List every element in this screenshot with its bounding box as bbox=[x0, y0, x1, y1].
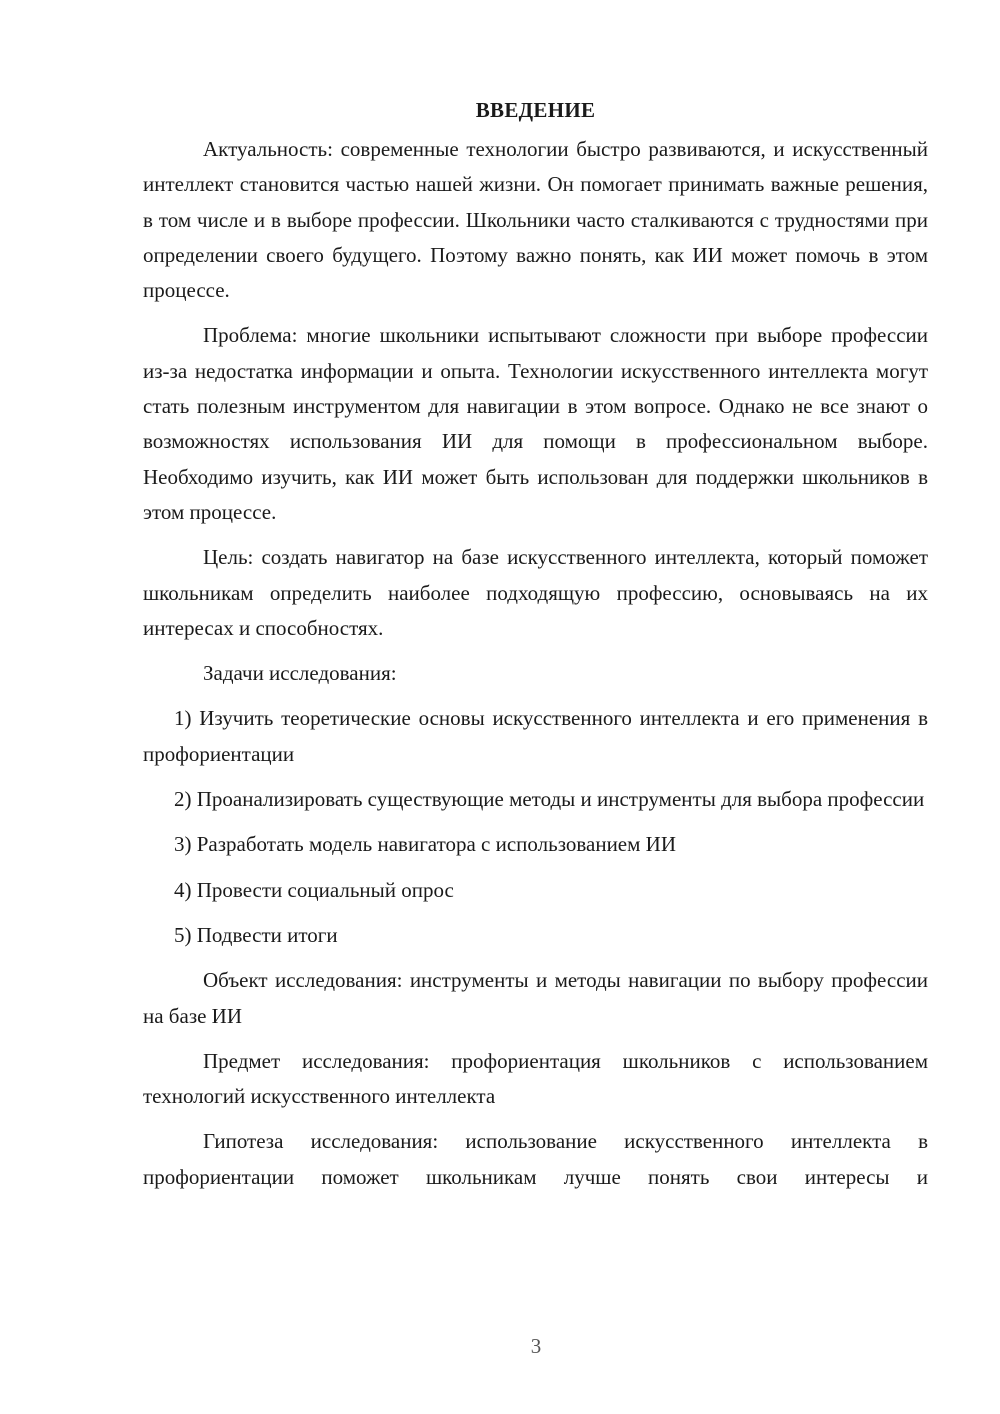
paragraph-hypothesis: Гипотеза исследования: использование искусственного интеллекта в профориентации поможет школьникам лучше понять свои интересы и bbox=[143, 1129, 928, 1189]
task-item-3: 3) Разработать модель навигатора с использованием ИИ bbox=[174, 832, 677, 857]
task-item-4: 4) Провести социальный опрос bbox=[174, 877, 454, 902]
tasks-heading: Задачи исследования: bbox=[203, 661, 397, 686]
paragraph-relevance: Актуальность: современные технологии быстро развиваются, и искусственный интеллект становится частью нашей жизни. Он помогает принимать важные решения, в том числе и в выборе профессии. Школьники часто сталкиваются с трудностями при определении своего будущего. Поэтому важно понять, как ИИ может помочь в этом процессе. bbox=[143, 137, 928, 303]
task-item-1: 1) Изучить теоретические основы искусственного интеллекта и его применения в профориентации bbox=[143, 706, 928, 766]
section-title: ВВЕДЕНИЕ bbox=[475, 98, 596, 122]
paragraph-goal: Цель: создать навигатор на базе искусственного интеллекта, который поможет школьникам определить наиболее подходящую профессию, основываясь на их интересах и способностях. bbox=[143, 545, 928, 640]
task-item-2: 2) Проанализировать существующие методы и инструменты для выбора профессии bbox=[174, 787, 925, 812]
document-page bbox=[143, 93, 928, 1195]
paragraph-problem: Проблема: многие школьники испытывают сложности при выборе профессии из-за недостатка информации и опыта. Технологии искусственного интеллекта могут стать полезным инструментом для навигации в этом вопросе. Однако не все знают о возможностях использования ИИ для помощи в профессиональном выборе. Необходимо изучить, как ИИ может быть использован для поддержки школьников в этом процессе. bbox=[143, 323, 928, 524]
task-item-5: 5) Подвести итоги bbox=[174, 922, 338, 947]
paragraph-subject: Предмет исследования: профориентация школьников с использованием технологий искусственного интеллекта bbox=[143, 1048, 928, 1109]
paragraph-object: Объект исследования: инструменты и методы навигации по выбору профессии на базе ИИ bbox=[143, 968, 928, 1028]
page-number: 3 bbox=[530, 1334, 542, 1358]
